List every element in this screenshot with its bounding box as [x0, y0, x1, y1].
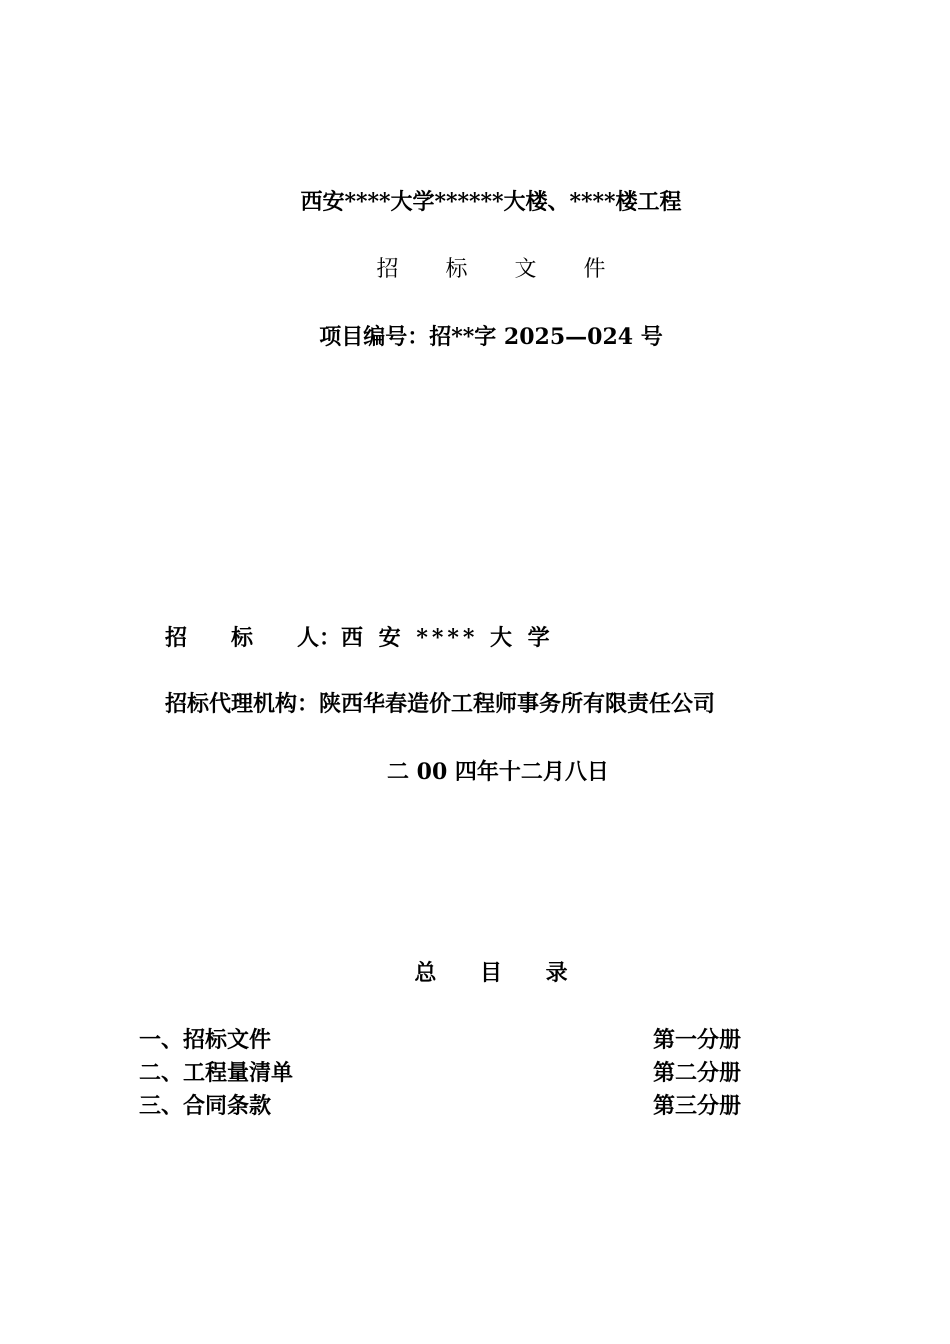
tenderer-line	[165, 624, 554, 652]
toc-item-name: 二、工程量清单	[139, 1060, 294, 1086]
toc-row	[139, 1026, 741, 1054]
toc-row	[139, 1059, 741, 1087]
toc-item-name: 一、招标文件	[139, 1027, 272, 1053]
document-type-heading: 招 标 文 件	[376, 257, 626, 282]
agent-value: 陕西华春造价工程师事务所有限责任公司	[319, 691, 716, 717]
toc-title: 总 目 录	[414, 960, 586, 986]
toc-item-volume: 第一分册	[652, 1027, 741, 1053]
toc-item-name: 三、合同条款	[139, 1093, 272, 1119]
tenderer-label: 招 标 人：	[165, 625, 342, 651]
toc-item-volume: 第二分册	[652, 1060, 741, 1086]
issue-date: 二 00 四年十二月八日	[387, 759, 609, 785]
toc-row	[139, 1092, 741, 1120]
project-code: 项目编号：招**字 2025—024 号	[319, 324, 663, 350]
agent-label: 招标代理机构：	[165, 691, 320, 717]
tenderer-value: 西 安 **** 大 学	[341, 625, 554, 651]
toc-item-volume: 第三分册	[652, 1093, 741, 1119]
agent-line	[165, 690, 715, 718]
project-title: 西安****大学******大楼、****楼工程	[300, 189, 682, 215]
